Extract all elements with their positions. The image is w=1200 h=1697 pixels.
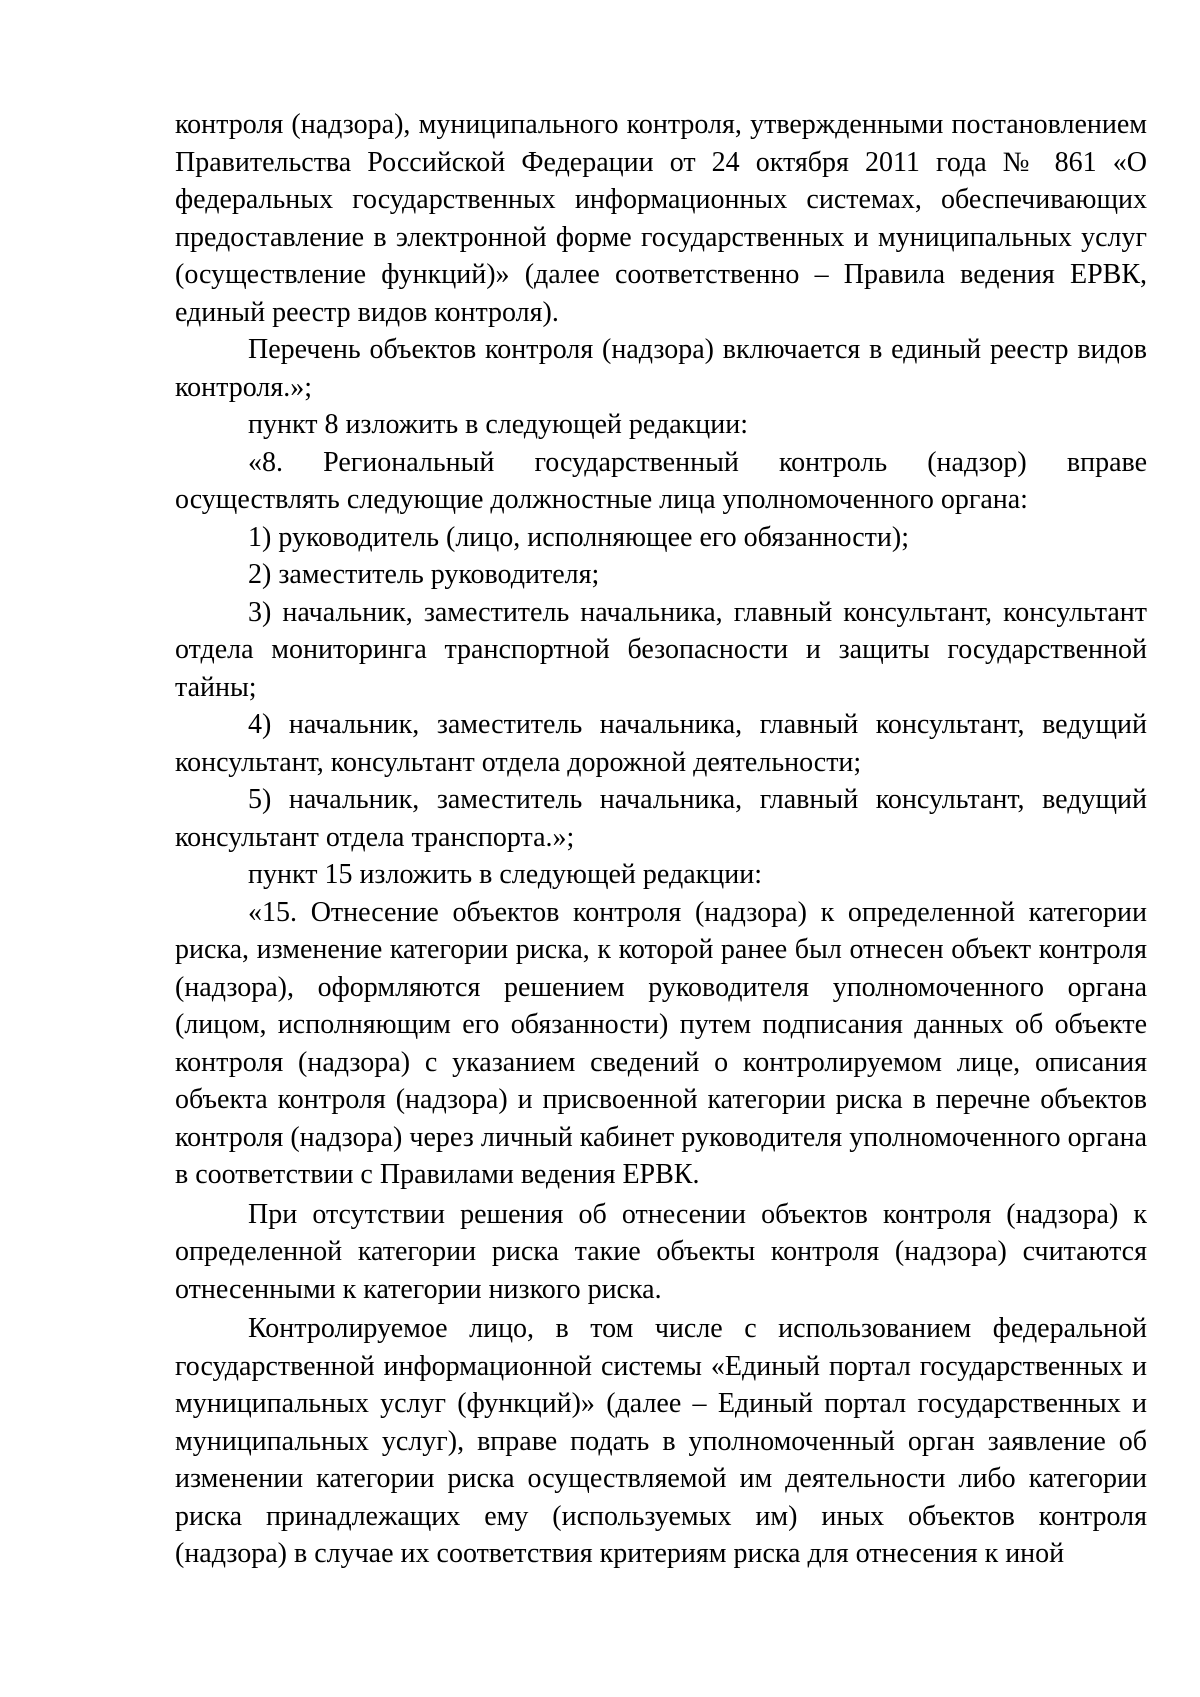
paragraph-12: Контролируемое лицо, в том числе с использованием федеральной государственной информационной системы «Единый портал государственных и муниципальных услуг (функций)» (далее – Единый портал государственных и муниципальных услуг), вправе подать в уполномоченный орган заявление об изменении категории риска осуществляемой им деятельности либо категории риска принадлежащих ему (используемых им) иных объектов контроля (надзора) в случае их соответствия критериям риска для отнесения к иной bbox=[175, 1313, 1147, 1569]
document-page bbox=[175, 106, 1147, 1573]
paragraph-4: 1) руководитель (лицо, исполняющее его обязанности); bbox=[248, 521, 910, 553]
paragraph-6: 3) начальник, заместитель начальника, главный консультант, консультант отдела мониторинга транспортной безопасности и защиты государственной тайны; bbox=[175, 596, 1147, 703]
paragraph-9: пункт 15 изложить в следующей редакции: bbox=[248, 859, 762, 890]
paragraph-1: Перечень объектов контроля (надзора) включается в единый реестр видов контроля.»; bbox=[175, 334, 1147, 403]
paragraph-10: «15. Отнесение объектов контроля (надзора) к определенной категории риска, изменение категории риска, к которой ранее был отнесен объект контроля (надзора), оформляются решением руководителя уполномоченного органа (лицом, исполняющим его обязанности) путем подписания данных об объекте контроля (надзора) с указанием сведений о контролируемом лице, описания объекта контроля (надзора) и присвоенной категории риска в перечне объектов контроля (надзора) через личный кабинет руководителя уполномоченного органа в соответствии с Правилами ведения ЕРВК. bbox=[175, 896, 1147, 1190]
paragraph-7: 4) начальник, заместитель начальника, главный консультант, ведущий консультант, консультант отдела дорожной деятельности; bbox=[175, 709, 1147, 778]
paragraph-11: При отсутствии решения об отнесении объектов контроля (надзора) к определенной категории риска такие объекты контроля (надзора) считаются отнесенными к категории низкого риска. bbox=[175, 1198, 1147, 1305]
paragraph-3: «8. Региональный государственный контроль (надзор) вправе осуществлять следующие должностные лица уполномоченного органа: bbox=[175, 446, 1147, 515]
paragraph-2: пункт 8 изложить в следующей редакции: bbox=[248, 409, 748, 440]
paragraph-5: 2) заместитель руководителя; bbox=[248, 559, 600, 590]
paragraph-8: 5) начальник, заместитель начальника, главный консультант, ведущий консультант отдела транспорта.»; bbox=[175, 784, 1147, 853]
paragraph-0: контроля (надзора), муниципального контроля, утвержденными постановлением Правительства Российской Федерации от 24 октября 2011 года № 861 «О федеральных государственных информационных системах, обеспечивающих предоставление в электронной форме государственных и муниципальных услуг (осуществление функций)» (далее соответственно – Правила ведения ЕРВК, единый реестр видов контроля). bbox=[175, 109, 1147, 328]
